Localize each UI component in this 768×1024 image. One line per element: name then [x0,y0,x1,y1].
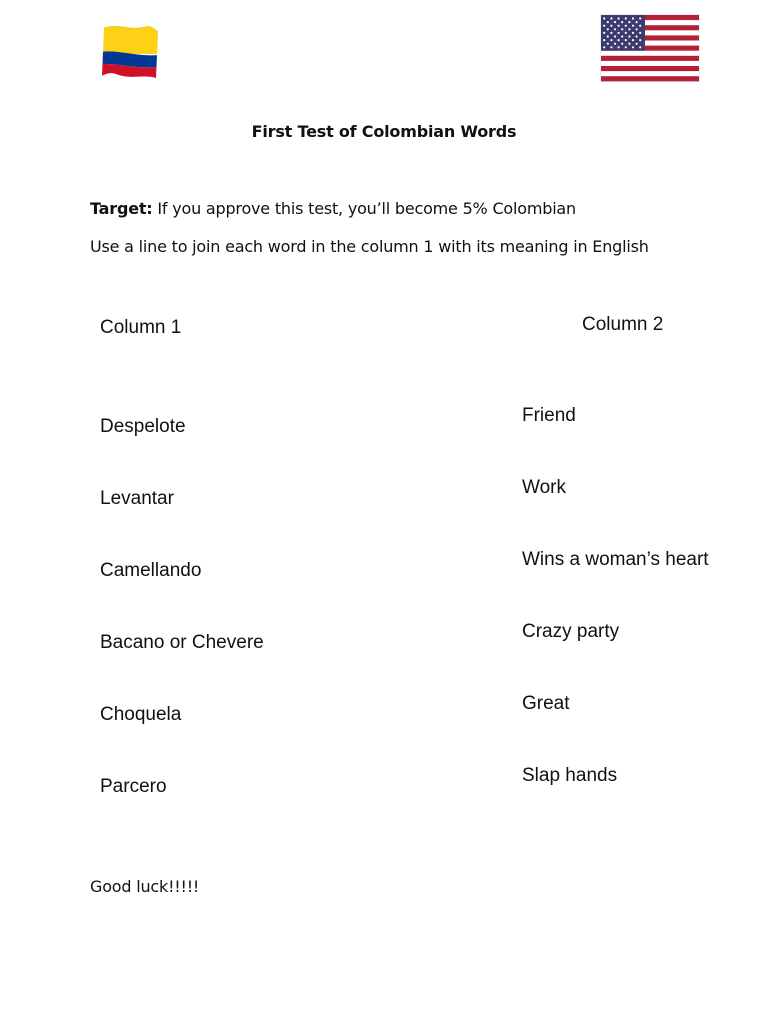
star-icon [625,32,627,34]
column-2-item: Crazy party [522,621,620,642]
star-icon [628,28,630,30]
star-icon [614,35,616,37]
star-icon [639,17,641,19]
column-2-item: Slap hands [522,765,618,786]
star-icon [607,35,609,37]
star-icon [607,21,609,23]
target-label: Target: [90,199,153,218]
star-icon [603,32,605,34]
star-icon [603,17,605,19]
column-2-item: Work [522,477,566,498]
star-icon [610,32,612,34]
star-icon [614,21,616,23]
star-icon [614,28,616,30]
star-icon [607,28,609,30]
star-icon [618,17,620,19]
column-1-item: Levantar [100,488,174,509]
star-icon [603,39,605,41]
usa-flag-icon [600,14,700,82]
star-icon [625,39,627,41]
star-icon [614,43,616,45]
target-statement [90,199,576,218]
star-icon [610,46,612,48]
star-icon [632,17,634,19]
instruction-text: Use a line to join each word in the column 1 with its meaning in English [90,237,649,256]
star-icon [632,32,634,34]
star-icon [621,21,623,23]
star-icon [621,28,623,30]
column-2-item: Great [522,693,570,714]
star-icon [607,43,609,45]
star-icon [628,43,630,45]
star-icon [639,32,641,34]
column-1-item: Parcero [100,776,167,797]
column-1-item: Camellando [100,560,202,581]
column-2-item: Friend [522,405,576,426]
star-icon [636,28,638,30]
closing-text: Good luck!!!!! [90,877,200,896]
star-icon [610,17,612,19]
star-icon [628,35,630,37]
star-icon [632,25,634,27]
star-icon [636,43,638,45]
column-1-item: Despelote [100,416,186,437]
star-icon [639,25,641,27]
document-title: First Test of Colombian Words [251,122,517,141]
column-2-item: Wins a woman’s heart [522,549,709,570]
star-icon [618,46,620,48]
column-2-header: Column 2 [582,314,664,335]
column-1-header: Column 1 [100,317,182,338]
star-icon [603,46,605,48]
star-icon [632,39,634,41]
star-icon [636,21,638,23]
star-icon [636,35,638,37]
star-icon [639,39,641,41]
star-icon [639,46,641,48]
star-icon [618,25,620,27]
star-icon [603,25,605,27]
star-icon [618,39,620,41]
star-icon [618,32,620,34]
star-icon [610,39,612,41]
star-icon [621,35,623,37]
target-text: If you approve this test, you’ll become 5% Colombian [152,199,576,218]
star-icon [621,43,623,45]
star-icon [628,21,630,23]
colombia-flag-icon [100,22,160,80]
star-icon [632,46,634,48]
column-1-item: Bacano or Chevere [100,632,264,653]
star-icon [625,17,627,19]
star-icon [625,25,627,27]
column-1-item: Choquela [100,704,182,725]
star-icon [610,25,612,27]
star-icon [625,46,627,48]
